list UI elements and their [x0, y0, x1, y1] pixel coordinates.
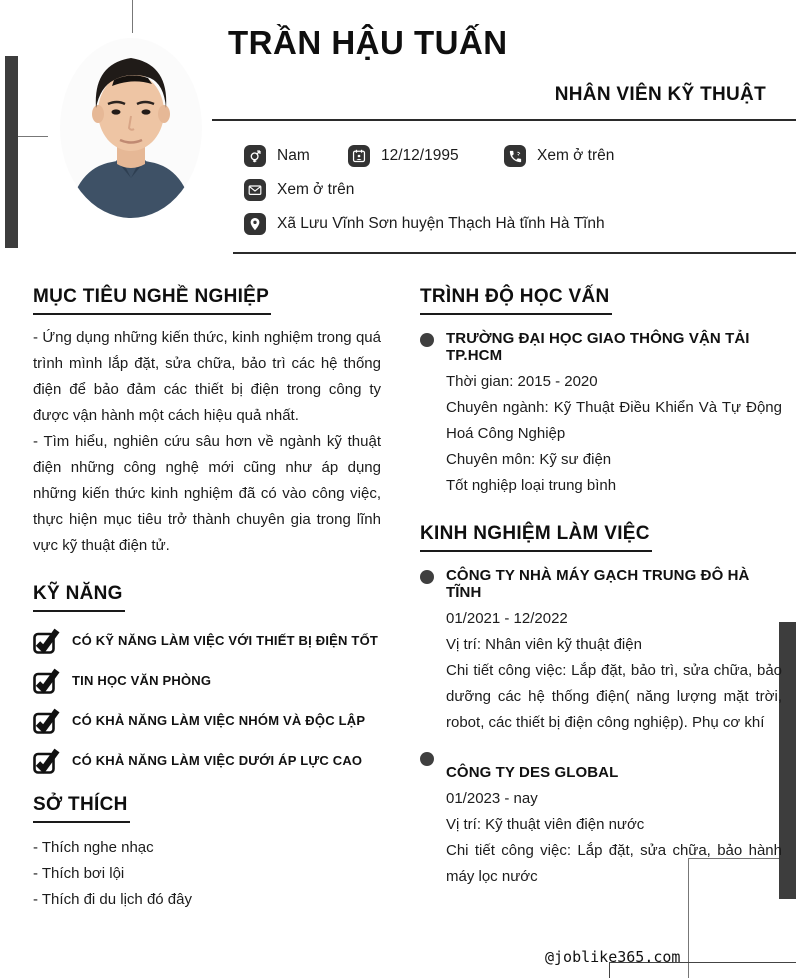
education-entry	[420, 330, 782, 499]
section-heading-education: TRÌNH ĐỘ HỌC VẤN	[420, 286, 612, 315]
experience-position: Vị trí: Nhân viên kỹ thuật điện	[446, 636, 642, 653]
education-major: Chuyên ngành: Kỹ Thuật Điều Khiển Và Tự Động Hoá Công Nghiệp	[446, 399, 782, 442]
company-name: CÔNG TY DES GLOBAL	[446, 764, 619, 781]
portrait-illustration	[60, 38, 202, 218]
mail-icon	[244, 179, 266, 201]
contact-row-email	[244, 179, 354, 201]
birthdate-value: 12/12/1995	[381, 147, 459, 164]
left-short-line	[18, 136, 48, 137]
experience-entry	[420, 764, 782, 890]
objective-paragraph: - Tìm hiểu, nghiên cứu sâu hơn về ngành kỹ thuật điện những công nghệ mới cũng như áp dụng những kiến thức kinh nghiệm đã có vào công việc, thực hiện mục tiêu trở thành chuyên gia trong lĩnh vực kỹ thuật điện tử.	[33, 433, 381, 554]
bullet-dot	[420, 752, 434, 766]
section-heading-skills: KỸ NĂNG	[33, 583, 125, 612]
bullet-dot	[420, 570, 434, 584]
skill-label: CÓ KHẢ NĂNG LÀM VIỆC NHÓM VÀ ĐỘC LẬP	[72, 712, 366, 728]
left-column	[33, 286, 381, 913]
skill-label: CÓ KỸ NĂNG LÀM VIỆC VỚI THIẾT BỊ ĐIỆN TỐT	[72, 632, 379, 648]
section-heading-objective: MỤC TIÊU NGHỀ NGHIỆP	[33, 286, 271, 315]
skill-label: CÓ KHẢ NĂNG LÀM VIỆC DƯỚI ÁP LỰC CAO	[72, 752, 363, 768]
experience-entry	[420, 567, 782, 736]
experience-detail: Chi tiết công việc: Lắp đặt, sửa chữa, bảo hành máy lọc nước	[446, 842, 782, 885]
hobby-item: - Thích đi du lịch đó đây	[33, 891, 192, 908]
address-value: Xã Lưu Vĩnh Sơn huyện Thạch Hà tĩnh Hà Tĩnh	[277, 215, 605, 232]
experience-detail: Chi tiết công việc: Lắp đặt, bảo trì, sửa chữa, bảo dưỡng các hệ thống điện( năng lượng mặt trời, robot, các thiết bị điện công nghiệp). Phụ cơ khí	[446, 662, 782, 731]
contact-row-1	[244, 145, 310, 167]
education-specialty: Chuyên môn: Kỹ sư điện	[446, 451, 612, 468]
header-divider-top	[212, 119, 796, 121]
contact-row-phone	[504, 145, 614, 167]
checkbox-check-icon	[33, 626, 60, 654]
skill-item	[33, 626, 381, 654]
skill-item	[33, 746, 381, 774]
checkbox-check-icon	[33, 746, 60, 774]
calendar-icon	[348, 145, 370, 167]
skill-list	[33, 626, 381, 774]
skill-item	[33, 666, 381, 694]
right-column	[420, 286, 782, 890]
gender-value: Nam	[277, 147, 310, 164]
top-vertical-line	[132, 0, 133, 33]
skill-label: TIN HỌC VĂN PHÒNG	[72, 672, 212, 688]
section-heading-hobbies: SỞ THÍCH	[33, 794, 130, 823]
checkbox-check-icon	[33, 666, 60, 694]
watermark-text: @joblike365.com	[545, 948, 681, 966]
person-name: TRẦN HẬU TUẤN	[228, 24, 508, 61]
experience-time: 01/2023 - nay	[446, 790, 538, 807]
section-heading-experience: KINH NGHIỆM LÀM VIỆC	[420, 523, 652, 552]
phone-icon	[504, 145, 526, 167]
contact-row-birthdate	[348, 145, 459, 167]
checkbox-check-icon	[33, 706, 60, 734]
skill-item	[33, 706, 381, 734]
gender-icon	[244, 145, 266, 167]
phone-value: Xem ở trên	[537, 147, 615, 164]
company-name: CÔNG TY NHÀ MÁY GẠCH TRUNG ĐÔ HÀ TĨNH	[446, 567, 750, 601]
contact-row-address	[244, 213, 605, 235]
hobby-list	[33, 835, 381, 913]
header-divider-bottom	[233, 252, 796, 254]
hobby-item: - Thích nghe nhạc	[33, 839, 154, 856]
hobby-item: - Thích bơi lội	[33, 865, 125, 882]
experience-time: 01/2021 - 12/2022	[446, 610, 568, 627]
education-time: Thời gian: 2015 - 2020	[446, 373, 598, 390]
experience-position: Vị trí: Kỹ thuật viên điện nước	[446, 816, 645, 833]
left-accent-bar	[5, 56, 18, 248]
job-title: NHÂN VIÊN KỸ THUẬT	[554, 84, 766, 105]
bullet-dot	[420, 333, 434, 347]
objective-paragraph: - Ứng dụng những kiến thức, kinh nghiệm trong quá trình mình lắp đặt, sửa chữa, bảo trì các hệ thống điện để bảo đảm các thiết bị điện trong công ty được vận hành một cách hiệu quả nhất.	[33, 329, 381, 424]
profile-photo	[60, 38, 202, 218]
education-grade: Tốt nghiệp loại trung bình	[446, 477, 617, 494]
school-name: TRƯỜNG ĐẠI HỌC GIAO THÔNG VẬN TẢI TP.HCM	[446, 330, 750, 364]
location-pin-icon	[244, 213, 266, 235]
email-value: Xem ở trên	[277, 181, 355, 198]
